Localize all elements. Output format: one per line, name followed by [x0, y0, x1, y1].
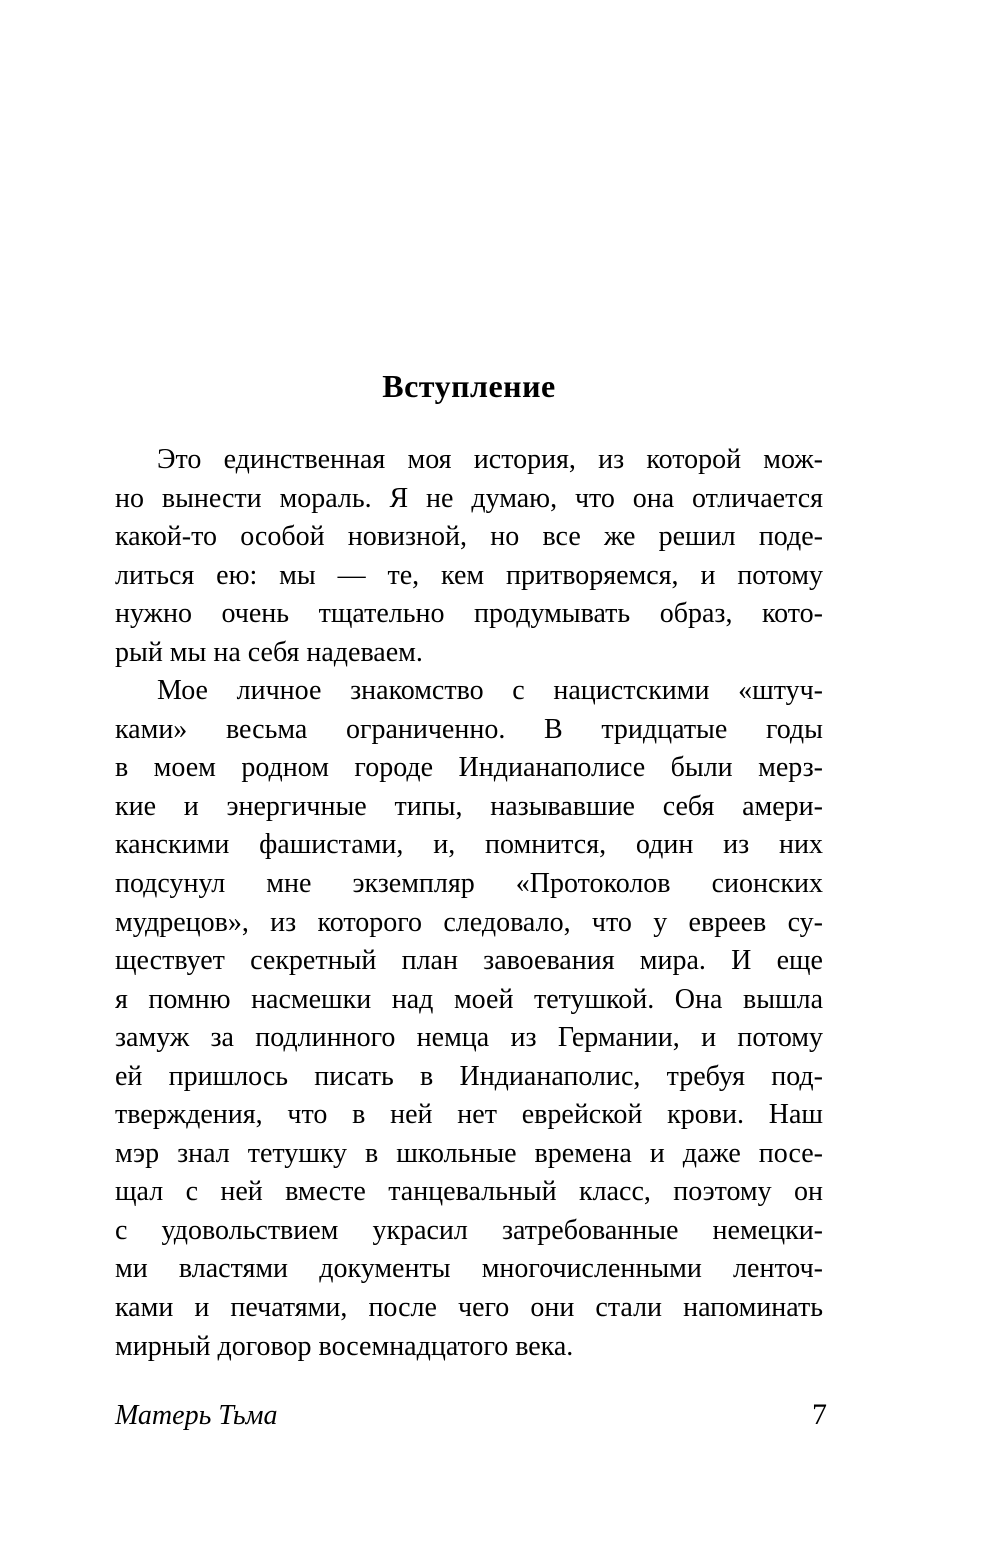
- text-line: ми властями документы многочисленными ленточ-: [115, 1253, 823, 1285]
- text-line: литься ею: мы — те, кем притворяемся, и потому: [115, 559, 823, 591]
- text-line: я помню насмешки над моей тетушкой. Она вышла: [115, 983, 823, 1015]
- text-line: кие и энергичные типы, называвшие себя амери-: [115, 790, 823, 822]
- text-line: в моем родном городе Индианаполисе были мерз-: [115, 752, 823, 784]
- chapter-heading: Вступление: [382, 368, 556, 404]
- page-number: 7: [812, 1398, 827, 1431]
- text-line: какой-то особой новизной, но все же решил поде-: [115, 521, 823, 553]
- text-line: рый мы на себя надеваем.: [115, 636, 423, 668]
- body-text: [115, 441, 823, 1366]
- text-line: мудрецов», из которого следовало, что у евреев су-: [115, 906, 823, 938]
- text-line: мирный договор восемнадцатого века.: [115, 1330, 574, 1362]
- text-line: нужно очень тщательно продумывать образ, кото-: [115, 598, 823, 630]
- text-line: ществует секретный план завоевания мира. И еще: [115, 945, 823, 977]
- text-line: мэр знал тетушку в школьные времена и даже посе-: [115, 1137, 823, 1169]
- text-line: щал с ней вместе танцевальный класс, поэтому он: [115, 1176, 823, 1208]
- page-footer: [115, 1398, 827, 1433]
- text-line: тверждения, что в ней нет еврейской крови. Наш: [115, 1099, 823, 1131]
- text-line: с удовольствием украсил затребованные немецки-: [115, 1214, 823, 1246]
- text-line: но вынести мораль. Я не думаю, что она отличается: [115, 482, 823, 514]
- text-line: Мое личное знакомство с нацистскими «штуч-: [157, 675, 823, 707]
- text-line: ками» весьма ограниченно. В тридцатые годы: [115, 713, 823, 745]
- running-title: Матерь Тьма: [115, 1400, 278, 1431]
- text-line: канскими фашистами, и, помнится, один из них: [115, 829, 823, 861]
- text-line: ками и печатями, после чего они стали напоминать: [115, 1292, 823, 1324]
- text-line: Это единственная моя история, из которой мож-: [157, 444, 823, 475]
- text-line: подсунул мне экземпляр «Протоколов сионских: [115, 868, 823, 900]
- text-line: ей пришлось писать в Индианаполис, требуя под-: [115, 1060, 823, 1092]
- text-line: замуж за подлинного немца из Германии, и потому: [115, 1022, 823, 1054]
